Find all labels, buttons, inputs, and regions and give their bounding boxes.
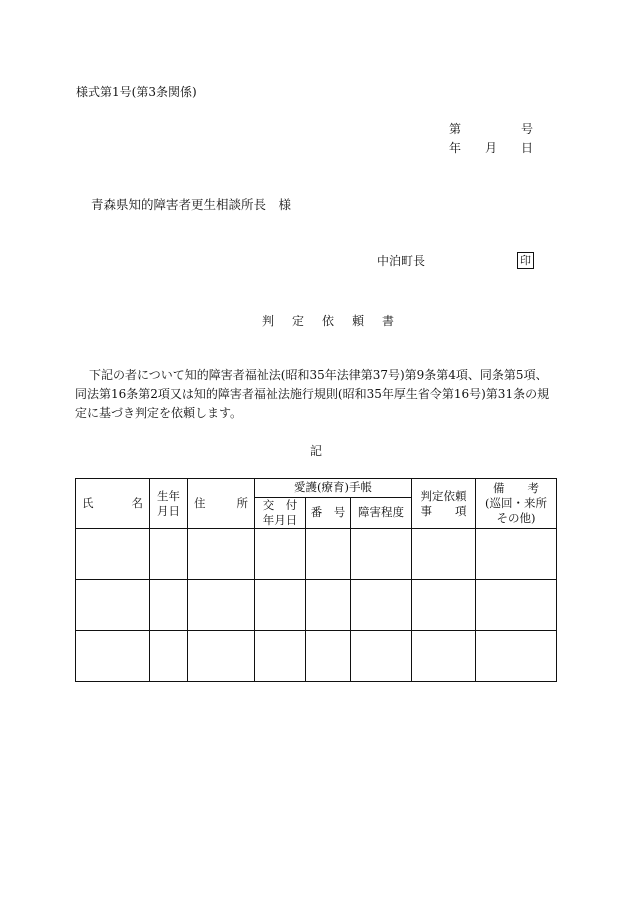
body-paragraph: 下記の者について知的障害者福祉法(昭和35年法律第37号)第9条第4項、同条第5項、同法第16条第2項又は知的障害者福祉法施行規則(昭和35年厚生省令第16号)第31条の規定に基づき判定を依頼します。 <box>75 368 550 420</box>
cell-address[interactable] <box>188 631 255 682</box>
header-number: 番 号 <box>306 498 351 529</box>
cell-number[interactable] <box>306 529 351 580</box>
cell-name[interactable] <box>76 631 150 682</box>
cell-issue-date[interactable] <box>255 580 306 631</box>
header-issue-a: 交 付 <box>262 498 298 512</box>
header-remarks-a: 備 考 <box>493 481 539 495</box>
cell-remarks[interactable] <box>476 529 557 580</box>
cell-request-reason[interactable] <box>412 631 476 682</box>
header-address-b: 所 <box>236 495 248 510</box>
header-address-a: 住 <box>194 495 206 510</box>
request-table <box>75 478 557 682</box>
header-address <box>188 479 255 529</box>
header-reason-a: 判定依頼 <box>420 488 467 503</box>
reference-number-suffix: 号 <box>521 122 534 136</box>
header-name-a: 氏 <box>82 495 94 510</box>
cell-issue-date[interactable] <box>255 529 306 580</box>
table-row <box>76 631 557 682</box>
cell-degree[interactable] <box>351 529 412 580</box>
cell-remarks[interactable] <box>476 631 557 682</box>
cell-name[interactable] <box>76 529 150 580</box>
cell-number[interactable] <box>306 631 351 682</box>
header-birthdate <box>150 479 188 529</box>
header-name-b: 名 <box>131 495 143 510</box>
table-row <box>76 580 557 631</box>
cell-name[interactable] <box>76 580 150 631</box>
cell-request-reason[interactable] <box>412 580 476 631</box>
document-title: 判定依頼書 <box>262 314 413 328</box>
seal-stamp: 印 <box>517 252 534 269</box>
header-remarks-c: その他) <box>496 511 536 525</box>
header-name <box>76 479 150 529</box>
date-month-label: 月 <box>485 141 498 155</box>
addressee: 青森県知的障害者更生相談所長 様 <box>91 197 292 212</box>
cell-birthdate[interactable] <box>150 580 188 631</box>
cell-birthdate[interactable] <box>150 631 188 682</box>
reference-number-prefix: 第 <box>449 122 462 136</box>
ki-heading: 記 <box>310 444 323 458</box>
form-number: 様式第1号(第3条関係) <box>76 85 197 99</box>
cell-remarks[interactable] <box>476 580 557 631</box>
header-degree: 障害程度 <box>351 498 412 529</box>
cell-birthdate[interactable] <box>150 529 188 580</box>
header-birth-a: 生年 <box>157 488 180 503</box>
header-remarks-b: (巡回・来所 <box>485 496 547 510</box>
table-row <box>76 529 557 580</box>
cell-degree[interactable] <box>351 631 412 682</box>
header-issue-date <box>255 498 306 529</box>
header-issue-b: 年月日 <box>262 513 298 527</box>
header-reason-b: 事 項 <box>420 503 467 518</box>
header-remarks <box>476 479 557 529</box>
header-birth-b: 月日 <box>157 503 180 518</box>
sender-name: 中泊町長 <box>377 254 426 268</box>
cell-issue-date[interactable] <box>255 631 306 682</box>
cell-number[interactable] <box>306 580 351 631</box>
date-year-label: 年 <box>449 141 462 155</box>
cell-address[interactable] <box>188 580 255 631</box>
header-handbook: 愛護(療育)手帳 <box>255 479 412 498</box>
date-day-label: 日 <box>521 141 534 155</box>
cell-degree[interactable] <box>351 580 412 631</box>
cell-address[interactable] <box>188 529 255 580</box>
header-request-reason <box>412 479 476 529</box>
cell-request-reason[interactable] <box>412 529 476 580</box>
